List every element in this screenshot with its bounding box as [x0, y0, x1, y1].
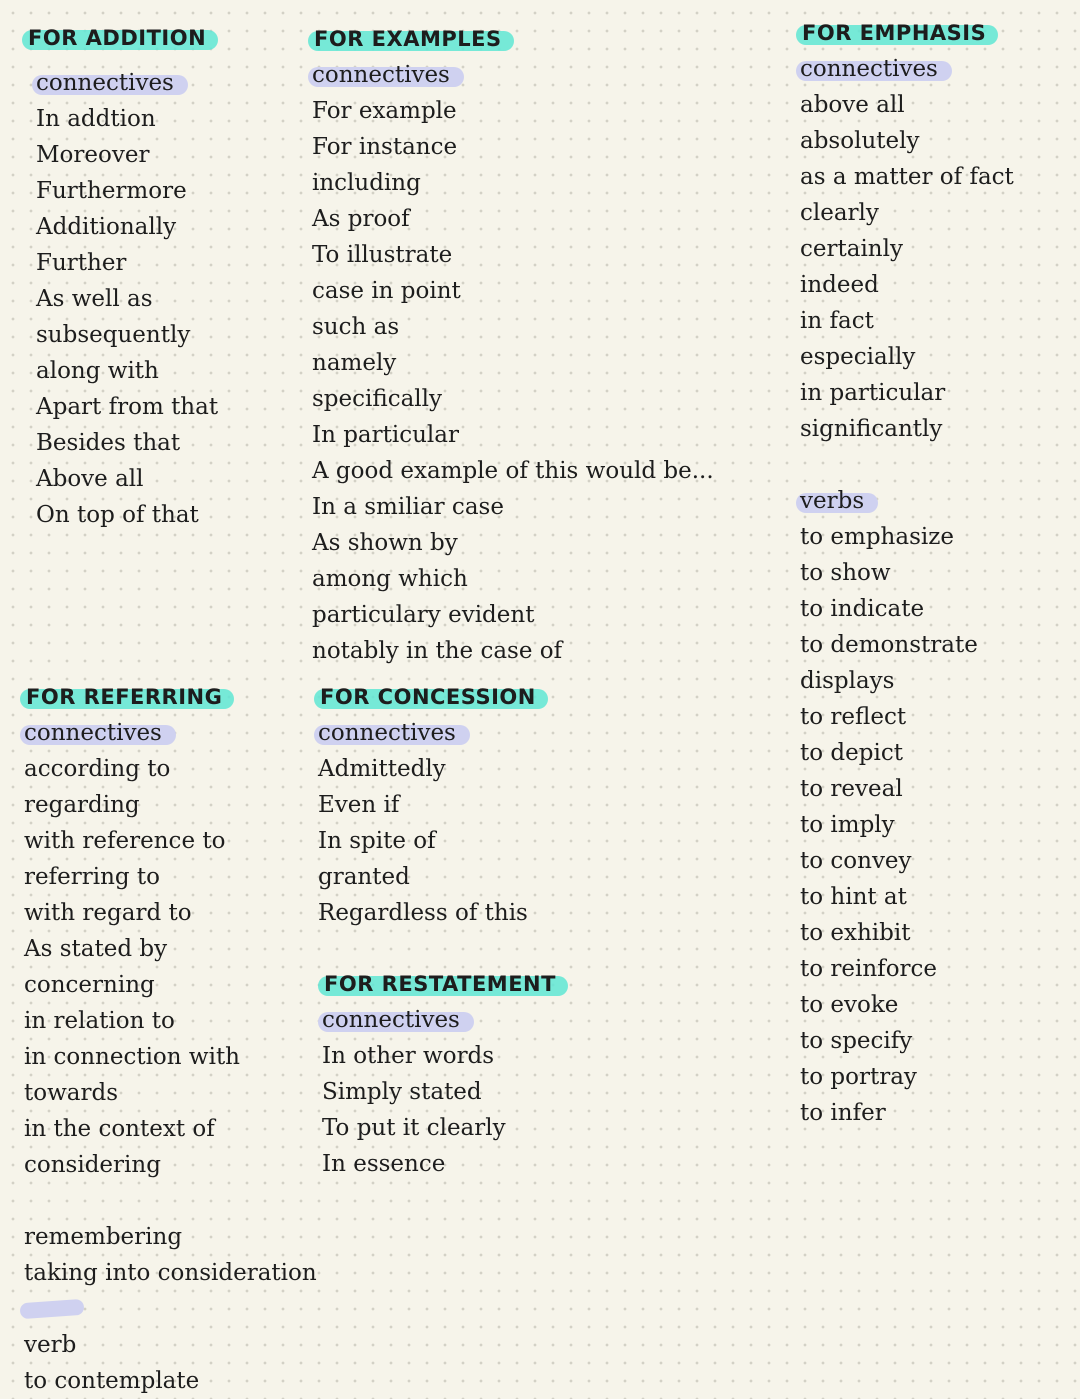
referring-heading: FOR REFERRING: [24, 679, 228, 715]
list-item: As stated by: [24, 936, 168, 962]
list-item: In other words: [322, 1043, 495, 1069]
list-item: taking into consideration: [24, 1260, 317, 1286]
list-item: to reinforce: [800, 956, 938, 982]
list-item: significantly: [800, 416, 943, 442]
list-item: notably in the case of: [312, 638, 563, 664]
list-item: In spite of: [318, 828, 436, 854]
list-item: to reveal: [800, 776, 903, 802]
list-item: In a smiliar case: [312, 494, 504, 520]
highlight-stroke: [20, 1299, 85, 1319]
list-item: granted: [318, 864, 410, 890]
list-item: in particular: [800, 380, 946, 406]
list-item: Additionally: [36, 214, 177, 240]
list-item: to portray: [800, 1064, 917, 1090]
list-item: to emphasize: [800, 524, 954, 550]
list-item: to specify: [800, 1028, 913, 1054]
list-item: Apart from that: [36, 394, 219, 420]
list-item: with reference to: [24, 828, 226, 854]
emphasis-section: [800, 15, 1014, 1131]
list-item: referring to: [24, 864, 161, 890]
restatement-subheading: connectives: [322, 1002, 464, 1038]
list-item: with regard to: [24, 900, 192, 926]
addition-list: [36, 101, 218, 533]
list-item: To put it clearly: [322, 1115, 506, 1141]
list-item: For example: [312, 98, 457, 124]
referring-verbs-list: [24, 1363, 317, 1399]
list-item: In particular: [312, 422, 459, 448]
list-item: case in point: [312, 278, 461, 304]
referring-verb-label: verb: [24, 1332, 77, 1358]
list-item: specifically: [312, 386, 443, 412]
list-item: Regardless of this: [318, 900, 528, 926]
list-item: regarding: [24, 792, 140, 818]
examples-section: [312, 21, 714, 669]
concession-section: [318, 679, 542, 931]
emphasis-list: [800, 87, 1014, 447]
list-item: As shown by: [312, 530, 458, 556]
list-item: according to: [24, 756, 171, 782]
list-item: Further: [36, 250, 127, 276]
list-item: displays: [800, 668, 895, 694]
list-item: to convey: [800, 848, 912, 874]
list-item: to reflect: [800, 704, 907, 730]
restatement-heading: FOR RESTATEMENT: [322, 966, 562, 1002]
list-item: to indicate: [800, 596, 925, 622]
list-item: Furthermore: [36, 178, 187, 204]
list-item: namely: [312, 350, 397, 376]
list-item: Admittedly: [318, 756, 446, 782]
list-item: along with: [36, 358, 159, 384]
list-item: to evoke: [800, 992, 899, 1018]
list-item: As well as: [36, 286, 153, 312]
list-item: absolutely: [800, 128, 920, 154]
list-item: to contemplate: [24, 1368, 200, 1394]
list-item: in the context of: [24, 1116, 215, 1142]
examples-subheading: connectives: [312, 57, 454, 93]
emphasis-heading: FOR EMPHASIS: [800, 15, 992, 51]
list-item: to show: [800, 560, 891, 586]
list-item: Besides that: [36, 430, 181, 456]
list-item: particulary evident: [312, 602, 535, 628]
emphasis-verbs-label: verbs: [800, 483, 868, 519]
referring-section: [24, 679, 317, 1399]
list-item: clearly: [800, 200, 879, 226]
list-item: including: [312, 170, 421, 196]
list-item: indeed: [800, 272, 879, 298]
list-item: to imply: [800, 812, 895, 838]
restatement-list: [322, 1038, 562, 1182]
list-item: considering: [24, 1152, 161, 1178]
list-item: such as: [312, 314, 400, 340]
list-item: In essence: [322, 1151, 446, 1177]
list-item: towards: [24, 1080, 119, 1106]
list-item: Simply stated: [322, 1079, 482, 1105]
list-item: A good example of this would be...: [312, 458, 714, 484]
list-item: to infer: [800, 1100, 886, 1126]
list-item: especially: [800, 344, 916, 370]
examples-list: [312, 93, 714, 669]
emphasis-verbs-list: [800, 519, 1014, 1131]
referring-list: [24, 751, 317, 1183]
concession-heading: FOR CONCESSION: [318, 679, 542, 715]
list-item: In addtion: [36, 106, 156, 132]
examples-heading: FOR EXAMPLES: [312, 21, 508, 57]
list-item: above all: [800, 92, 905, 118]
list-item: For instance: [312, 134, 458, 160]
list-item: certainly: [800, 236, 903, 262]
addition-section: [26, 20, 218, 533]
list-item: to demonstrate: [800, 632, 978, 658]
list-item: Moreover: [36, 142, 150, 168]
list-item: in relation to: [24, 1008, 175, 1034]
referring-extra-list: [24, 1219, 317, 1291]
addition-subheading: connectives: [36, 65, 178, 101]
list-item: as a matter of fact: [800, 164, 1014, 190]
list-item: in connection with: [24, 1044, 240, 1070]
concession-list: [318, 751, 542, 931]
list-item: Above all: [36, 466, 144, 492]
concession-subheading: connectives: [318, 715, 460, 751]
list-item: among which: [312, 566, 468, 592]
restatement-section: [322, 966, 562, 1182]
list-item: subsequently: [36, 322, 191, 348]
list-item: remembering: [24, 1224, 183, 1250]
emphasis-subheading: connectives: [800, 51, 942, 87]
list-item: to depict: [800, 740, 903, 766]
referring-subheading: connectives: [24, 715, 166, 751]
addition-heading: FOR ADDITION: [26, 20, 212, 56]
list-item: to exhibit: [800, 920, 911, 946]
list-item: in fact: [800, 308, 874, 334]
list-item: To illustrate: [312, 242, 453, 268]
list-item: to hint at: [800, 884, 907, 910]
list-item: On top of that: [36, 502, 199, 528]
list-item: Even if: [318, 792, 400, 818]
list-item: concerning: [24, 972, 155, 998]
list-item: As proof: [312, 206, 410, 232]
